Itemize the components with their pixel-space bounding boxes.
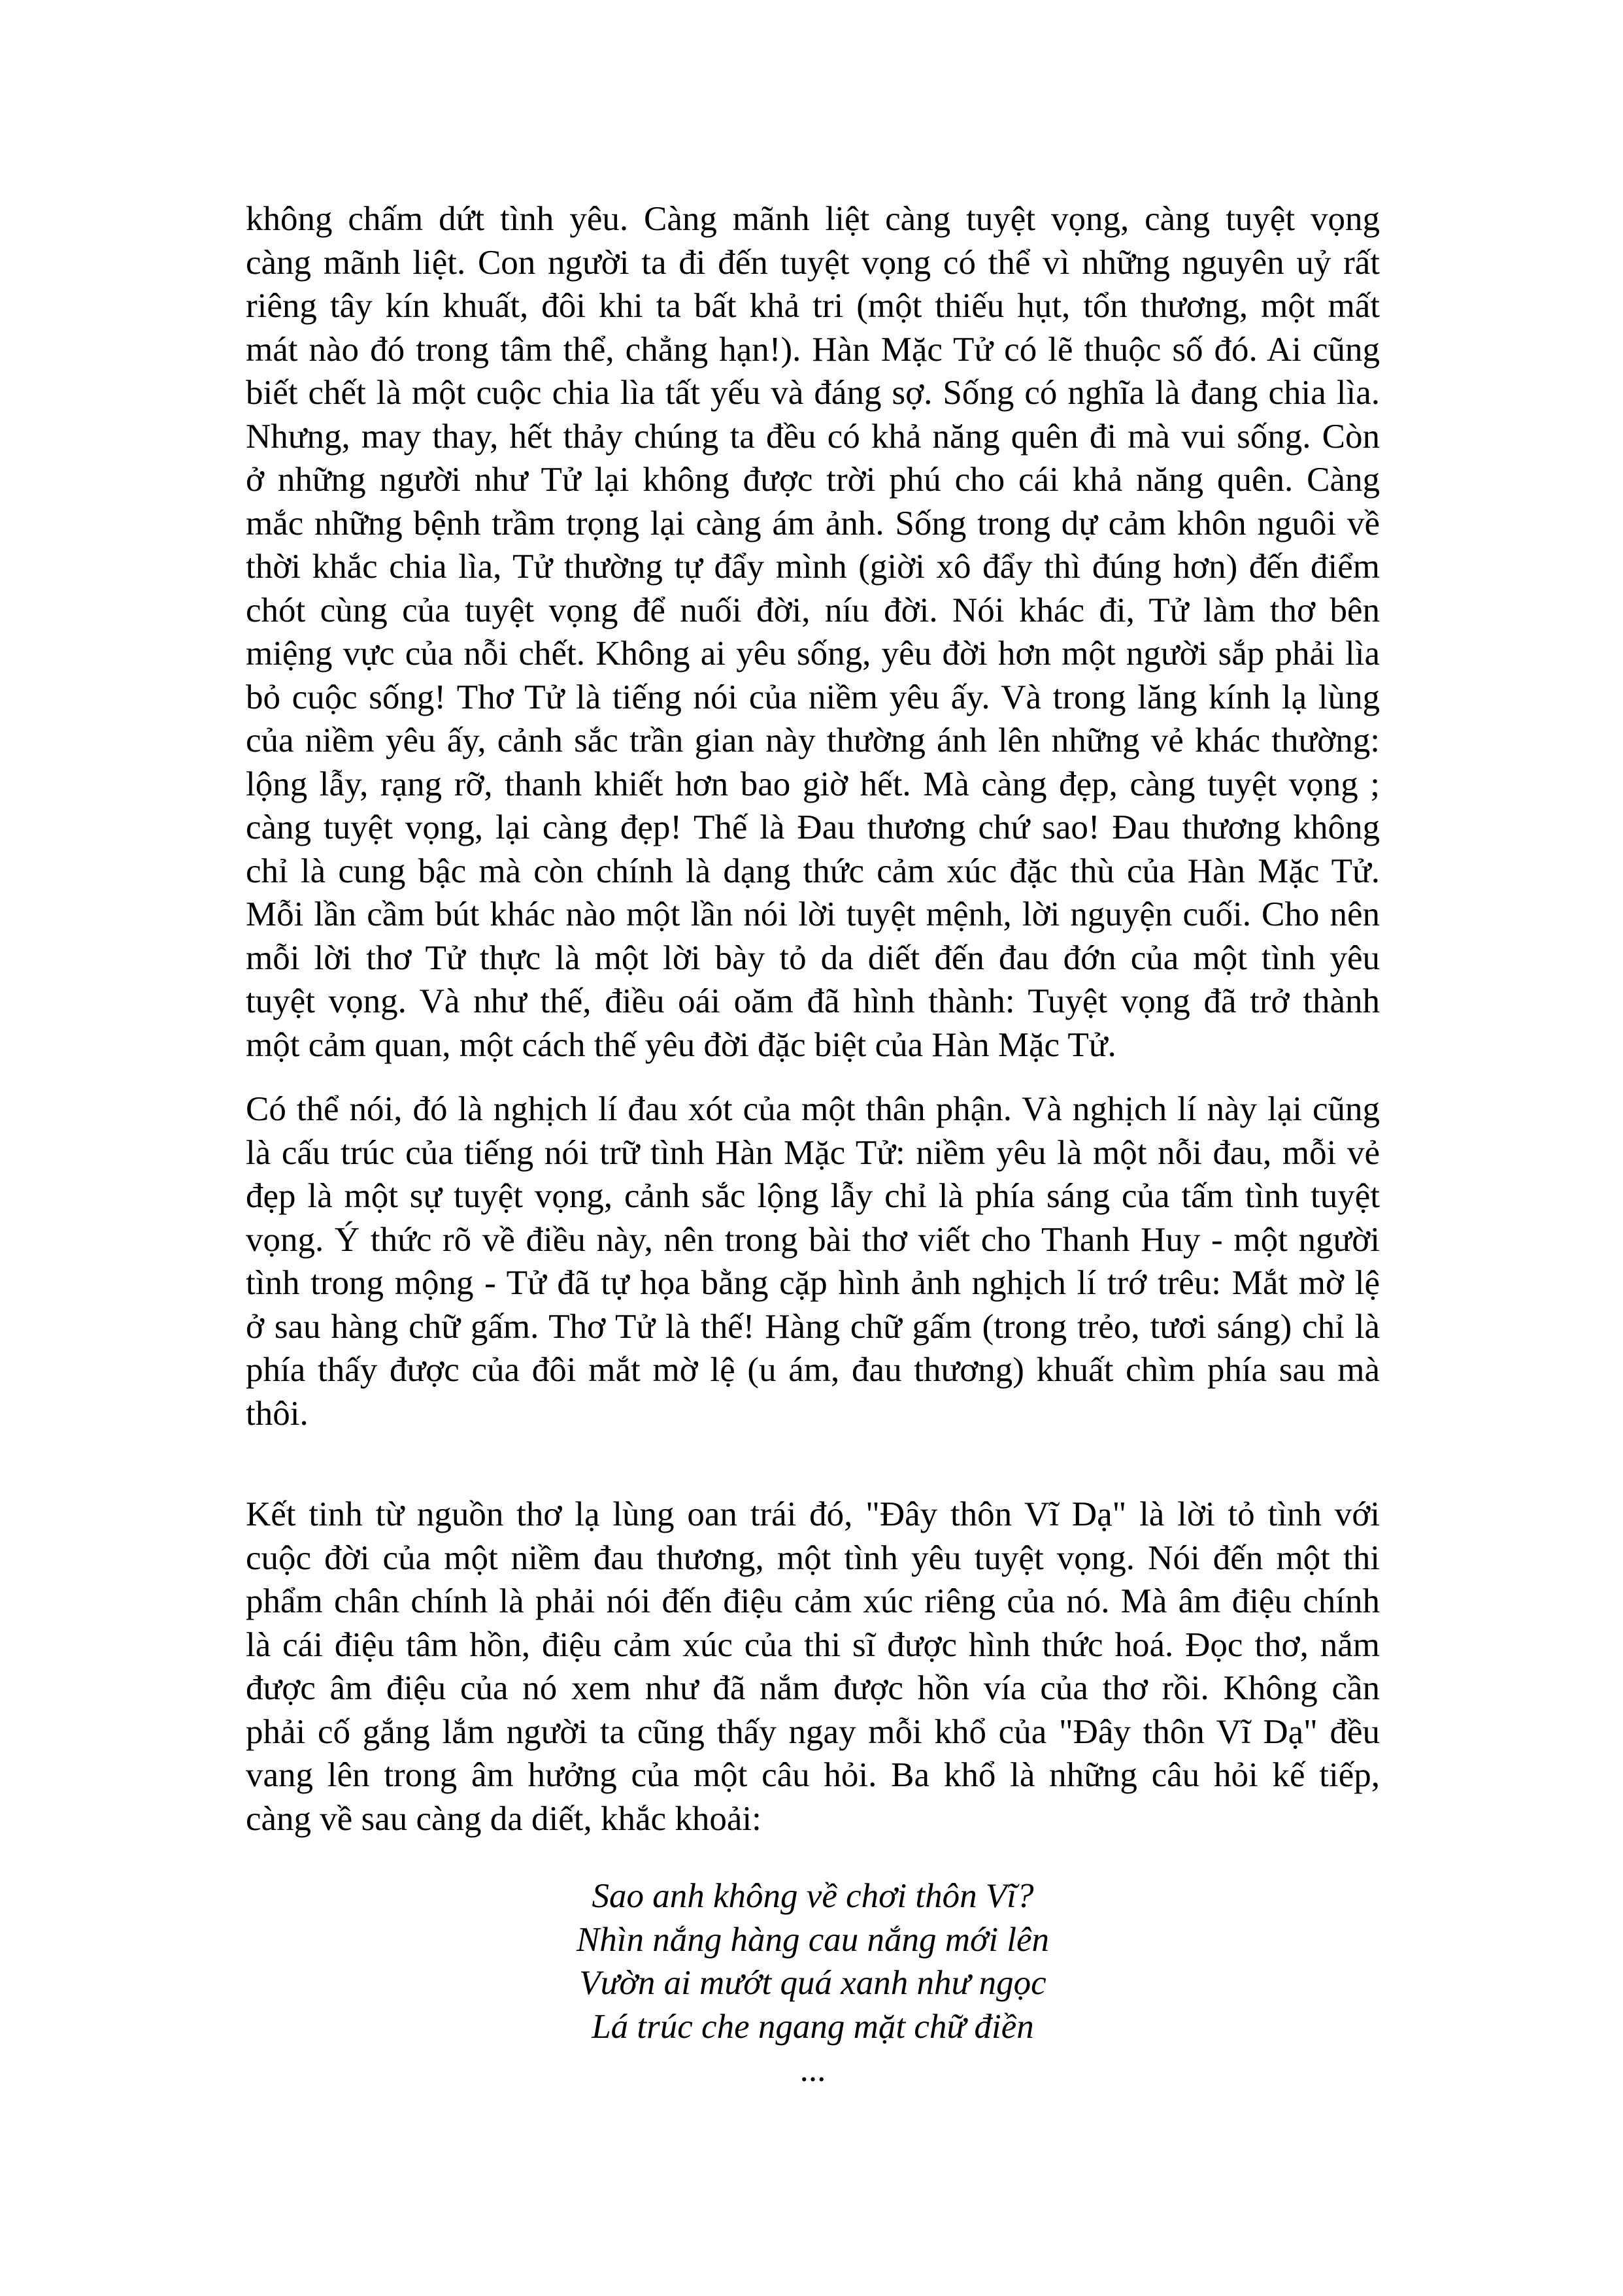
paragraph-1-line: một cảm quan, một cách thế yêu đời đặc biệt của Hàn Mặc Tử. [246, 1025, 1116, 1064]
paragraph-1-line: chót cùng của tuyệt vọng để nuối đời, níu đời. Nói khác đi, Tử làm thơ bên [246, 591, 1380, 629]
paragraph-3-line: được âm điệu của nó xem như đã nắm được hồn vía của thơ rồi. Không cần [246, 1669, 1380, 1707]
poem-excerpt [246, 1874, 1380, 2092]
paragraph-1-line: riêng tây kín khuất, đôi khi ta bất khả tri (một thiếu hụt, tổn thương, một mất [246, 287, 1380, 325]
paragraph-1-line: mắc những bệnh trầm trọng lại càng ám ảnh. Sống trong dự cảm khôn nguôi về [246, 504, 1380, 542]
paragraph-2-line: đẹp là một sự tuyệt vọng, cảnh sắc lộng lẫy chỉ là phía sáng của tấm tình tuyệt [246, 1177, 1380, 1215]
paragraph-1-line: mỗi lời thơ Tử thực là một lời bày tỏ da diết đến đau đớn của một tình yêu [246, 939, 1380, 977]
paragraph-1-line: chỉ là cung bậc mà còn chính là dạng thức cảm xúc đặc thù của Hàn Mặc Tử. [246, 852, 1380, 890]
paragraph-2-line: Có thể nói, đó là nghịch lí đau xót của một thân phận. Và nghịch lí này lại cũng [246, 1090, 1380, 1128]
paragraph-3-line: phẩm chân chính là phải nói đến điệu cảm xúc riêng của nó. Mà âm điệu chính [246, 1582, 1380, 1620]
paragraph-1-line: càng mãnh liệt. Con người ta đi đến tuyệt vọng có thể vì những nguyên uỷ rất [246, 243, 1380, 282]
poem-line-4: Lá trúc che ngang mặt chữ điền [592, 2007, 1034, 2046]
paragraph-2-line: thôi. [246, 1394, 309, 1433]
paragraph-1-line: của niềm yêu ấy, cảnh sắc trần gian này thường ánh lên những vẻ khác thường: [246, 722, 1380, 759]
paragraph-3-line: cuộc đời của một niềm đau thương, một tình yêu tuyệt vọng. Nói đến một thi [246, 1539, 1380, 1577]
paragraph-1-line: không chấm dứt tình yêu. Càng mãnh liệt càng tuyệt vọng, càng tuyệt vọng [246, 200, 1380, 238]
paragraph-2-line: tình trong mộng - Tử đã tự họa bằng cặp hình ảnh nghịch lí trớ trêu: Mắt mờ lệ [246, 1264, 1380, 1302]
paragraph-1-line: lộng lẫy, rạng rỡ, thanh khiết hơn bao giờ hết. Mà càng đẹp, càng tuyệt vọng ; [246, 765, 1380, 803]
poem-line-1: Sao anh không về chơi thôn Vĩ? [592, 1877, 1034, 1915]
paragraph-1-line: ở những người như Tử lại không được trời phú cho cái khả năng quên. Càng [246, 461, 1380, 499]
poem-line-3: Vườn ai mướt quá xanh như ngọc [579, 1964, 1046, 2002]
paragraph-2 [246, 1088, 1380, 1435]
paragraph-1-line: tuyệt vọng. Và như thế, điều oái oăm đã hình thành: Tuyệt vọng đã trở thành [246, 982, 1380, 1020]
poem-line-2: Nhìn nắng hàng cau nắng mới lên [576, 1920, 1050, 1959]
paragraph-1-line: càng tuyệt vọng, lại càng đẹp! Thế là Đau thương chứ sao! Đau thương không [246, 808, 1380, 846]
paragraph-2-line: phía thấy được của đôi mắt mờ lệ (u ám, đau thương) khuất chìm phía sau mà [246, 1351, 1380, 1389]
paragraph-3-line: vang lên trong âm hưởng của một câu hỏi. Ba khổ là những câu hỏi kế tiếp, [246, 1756, 1380, 1794]
paragraph-1-line: Nhưng, may thay, hết thảy chúng ta đều có khả năng quên đi mà vui sống. Còn [246, 417, 1380, 456]
paragraph-3-line: Kết tinh từ nguồn thơ lạ lùng oan trái đó, "Đây thôn Vĩ Dạ" là lời tỏ tình với [246, 1495, 1380, 1533]
paragraph-1-line: biết chết là một cuộc chia lìa tất yếu và đáng sợ. Sống có nghĩa là đang chia lìa. [246, 374, 1380, 412]
paragraph-3-line: càng về sau càng da diết, khắc khoải: [246, 1799, 761, 1838]
paragraph-1 [246, 197, 1380, 1067]
paragraph-1-line: miệng vực của nỗi chết. Không ai yêu sống, yêu đời hơn một người sắp phải lìa [246, 635, 1380, 673]
paragraph-2-line: vọng. Ý thức rõ về điều này, nên trong bài thơ viết cho Thanh Huy - một người [246, 1220, 1380, 1259]
paragraph-1-line: Mỗi lần cầm bút khác nào một lần nói lời tuyệt mệnh, lời nguyện cuối. Cho nên [246, 895, 1380, 933]
paragraph-3-line: phải cố gắng lắm người ta cũng thấy ngay mỗi khổ của "Đây thôn Vĩ Dạ" đều [246, 1712, 1380, 1751]
poem-ellipsis: ... [799, 2051, 826, 2089]
paragraph-3 [246, 1493, 1380, 1840]
paragraph-1-line: thời khắc chia lìa, Tử thường tự đẩy mình (giời xô đẩy thì đúng hơn) đến điểm [246, 548, 1380, 586]
paragraph-2-line: là cấu trúc của tiếng nói trữ tình Hàn Mặc Tử: niềm yêu là một nỗi đau, mỗi vẻ [246, 1133, 1380, 1172]
paragraph-1-line: mát nào đó trong tâm thể, chẳng hạn!). Hàn Mặc Tử có lẽ thuộc số đó. Ai cũng [246, 330, 1380, 369]
paragraph-3-line: là cái điệu tâm hồn, điệu cảm xúc của thi sĩ được hình thức hoá. Đọc thơ, nắm [246, 1625, 1380, 1664]
paragraph-2-line: ở sau hàng chữ gấm. Thơ Tử là thế! Hàng chữ gấm (trong trẻo, tươi sáng) chỉ là [246, 1307, 1380, 1346]
paragraph-1-line: bỏ cuộc sống! Thơ Tử là tiếng nói của niềm yêu ấy. Và trong lăng kính lạ lùng [246, 678, 1380, 716]
